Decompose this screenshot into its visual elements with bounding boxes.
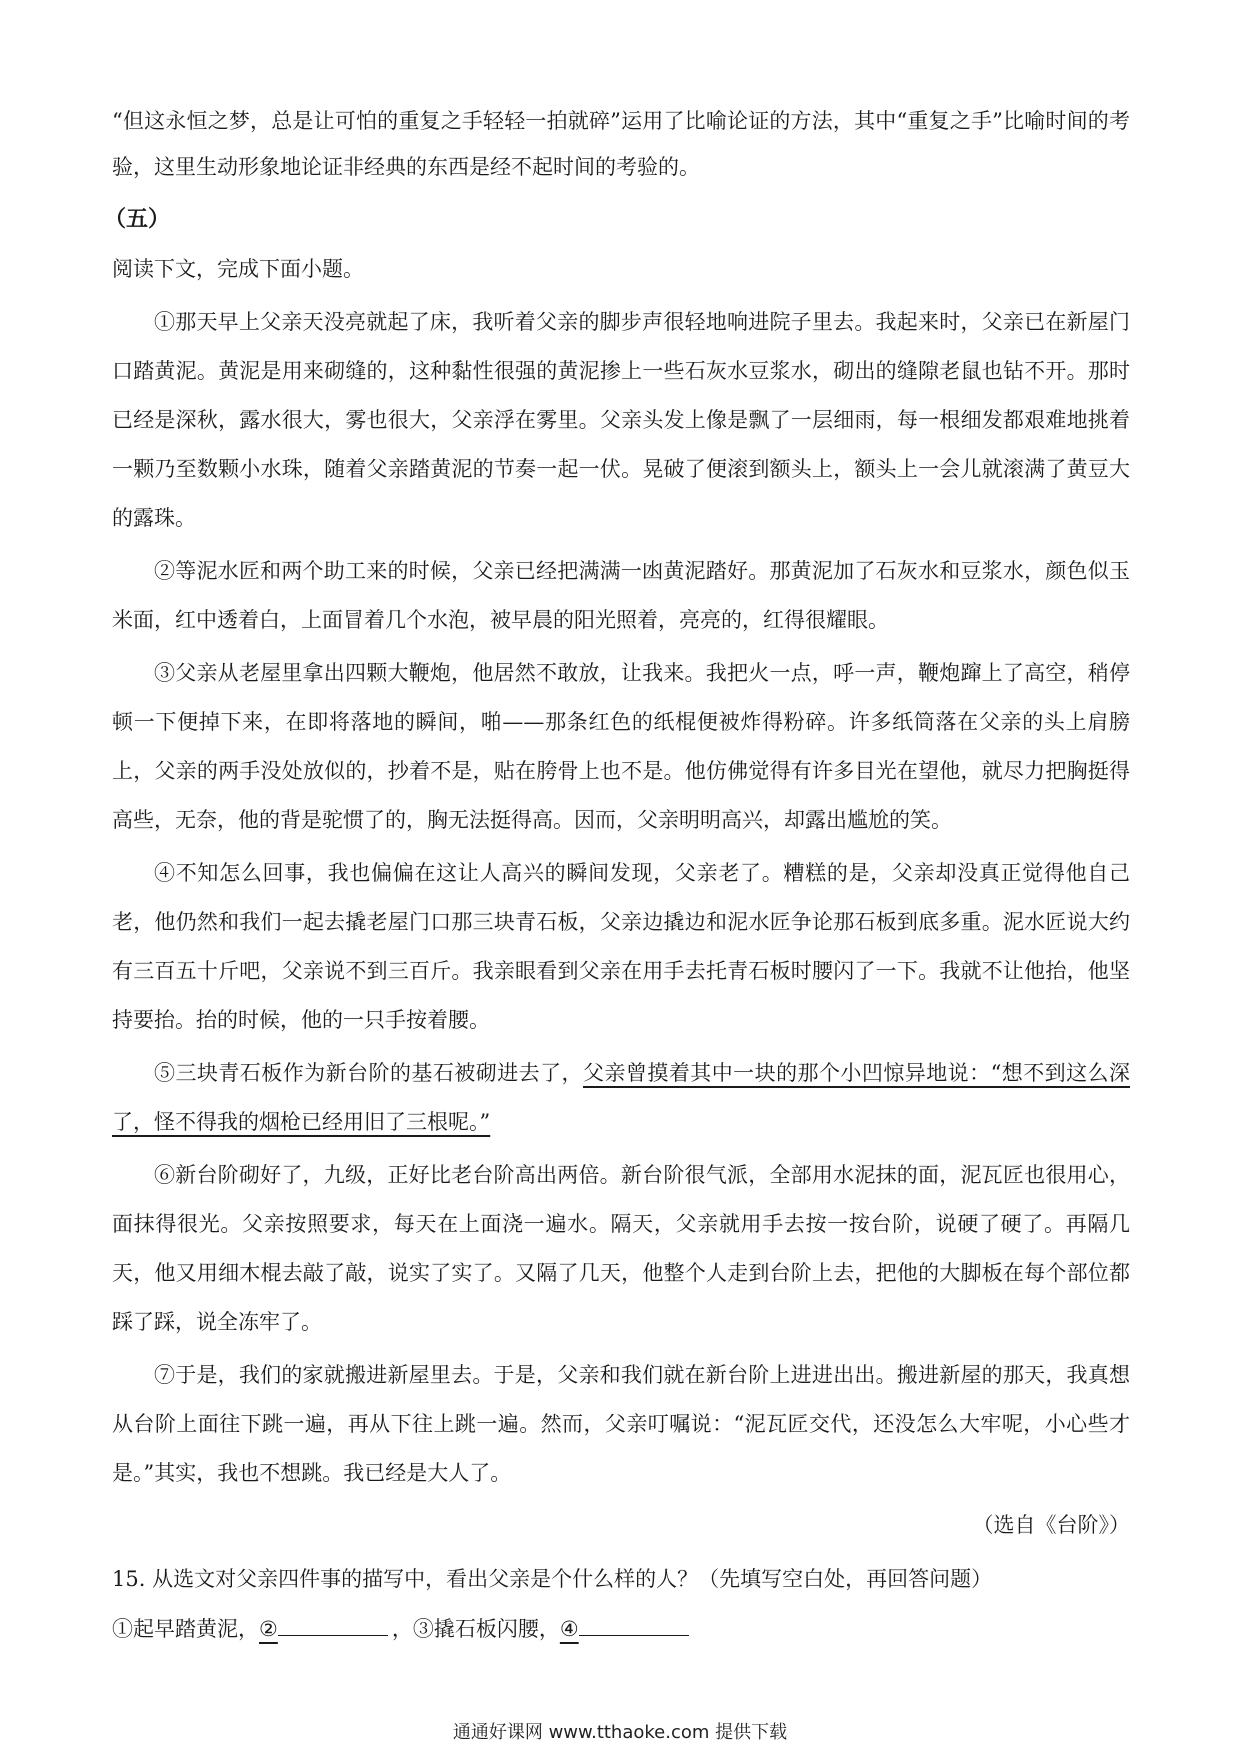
- paragraph-4: ④不知怎么回事，我也偏偏在这让人高兴的瞬间发现，父亲老了。糟糕的是，父亲却没真正觉得他自己老，他仍然和我们一起去撬老屋门口那三块青石板，父亲边撬边和泥水匠争论那石板到底多重。泥水匠说大约有三百五十斤吧，父亲说不到三百斤。我亲眼看到父亲在用手去托青石板时腰闪了一下。我就不让他抬，他坚持要抬。抬的时候，他的一只手按着腰。: [112, 861, 1130, 1032]
- question-15: 15. 从选文对父亲四件事的描写中，看出父亲是个什么样的人？（先填写空白处，再回答问题）: [112, 1567, 993, 1591]
- answer-item-1: ①起早踏黄泥，: [112, 1617, 259, 1641]
- answer-label-4: ④: [559, 1617, 579, 1641]
- reading-prompt: 阅读下文，完成下面小题。: [112, 257, 364, 281]
- answer-item-3: ，③撬石板闪腰，: [391, 1617, 560, 1641]
- paragraph-5-lead: ⑤三块青石板作为新台阶的基石被砌进去了，: [154, 1061, 584, 1085]
- page-footer: 通通好课网 www.tthaoke.com 提供下载: [452, 1722, 788, 1743]
- paragraph-2: ②等泥水匠和两个助工来的时候，父亲已经把满满一凼黄泥踏好。那黄泥加了石灰水和豆浆水，颜色似玉米面，红中透着白，上面冒着几个水泡，被早晨的阳光照着，亮亮的，红得很耀眼。: [112, 559, 1130, 632]
- section-title: （五）: [104, 206, 171, 232]
- answer-label-2: ②: [259, 1617, 278, 1641]
- source-citation: （选自《台阶》）: [972, 1513, 1130, 1537]
- paragraph-5-underlined-sentence: 父亲曾摸着其中一块的那个小凹惊异地说：“想不到这么深了，怪不得我的烟枪已经用旧了三根呢。”: [112, 1061, 1131, 1134]
- document-page: [104, 98, 1131, 1652]
- intro-text: “但这永恒之梦，总是让可怕的重复之手轻轻一拍就碎”运用了比喻论证的方法，其中“重复之手”比喻时间的考验，这里生动形象地论证非经典的东西是经不起时间的考验的。: [112, 109, 1130, 179]
- paragraph-1: ①那天早上父亲天没亮就起了床，我听着父亲的脚步声很轻地响进院子里去。我起来时，父亲已在新屋门口踏黄泥。黄泥是用来砌缝的，这种黏性很强的黄泥掺上一些石灰水豆浆水，砌出的缝隙老鼠也钻不开。那时已经是深秋，露水很大，雾也很大，父亲浮在雾里。父亲头发上像是飘了一层细雨，每一根细发都艰难地挑着一颗乃至数颗小水珠，随着父亲踏黄泥的节奏一起一伏。晃破了便滚到额头上，额头上一会儿就滚满了黄豆大的露珠。: [112, 310, 1130, 530]
- paragraph-7: ⑦于是，我们的家就搬进新屋里去。于是，父亲和我们就在新台阶上进进出出。搬进新屋的那天，我真想从台阶上面往下跳一遍，再从下往上跳一遍。然而，父亲叮嘱说：“泥瓦匠交代，还没怎么大牢呢，小心些才是。”其实，我也不想跳。我已经是大人了。: [112, 1363, 1130, 1485]
- paragraph-5: [112, 1049, 1130, 1147]
- paragraph-6: ⑥新台阶砌好了，九级，正好比老台阶高出两倍。新台阶很气派，全部用水泥抹的面，泥瓦匠也很用心，面抹得很光。父亲按照要求，每天在上面浇一遍水。隔天，父亲就用手去按一按台阶，说硬了硬了。再隔几天，他又用细木棍去敲了敲，说实了实了。又隔了几天，他整个人走到台阶上去，把他的大脚板在每个部位都踩了踩，说全冻牢了。: [112, 1163, 1130, 1334]
- paragraph-3: ③父亲从老屋里拿出四颗大鞭炮，他居然不敢放，让我来。我把火一点，呼一声，鞭炮蹿上了高空，稍停顿一下便掉下来，在即将落地的瞬间，啪——那条红色的纸棍便被炸得粉碎。许多纸筒落在父亲的头上肩膀上，父亲的两手没处放似的，抄着不是，贴在胯骨上也不是。他仿佛觉得有许多目光在望他，就尽力把胸挺得高些，无奈，他的背是驼惯了的，胸无法挺得高。因而，父亲明明高兴，却露出尴尬的笑。: [112, 661, 1130, 832]
- question-15-answer-line: [112, 1606, 1130, 1652]
- answer-blank-2[interactable]: [278, 1613, 388, 1636]
- answer-blank-4[interactable]: [579, 1613, 689, 1636]
